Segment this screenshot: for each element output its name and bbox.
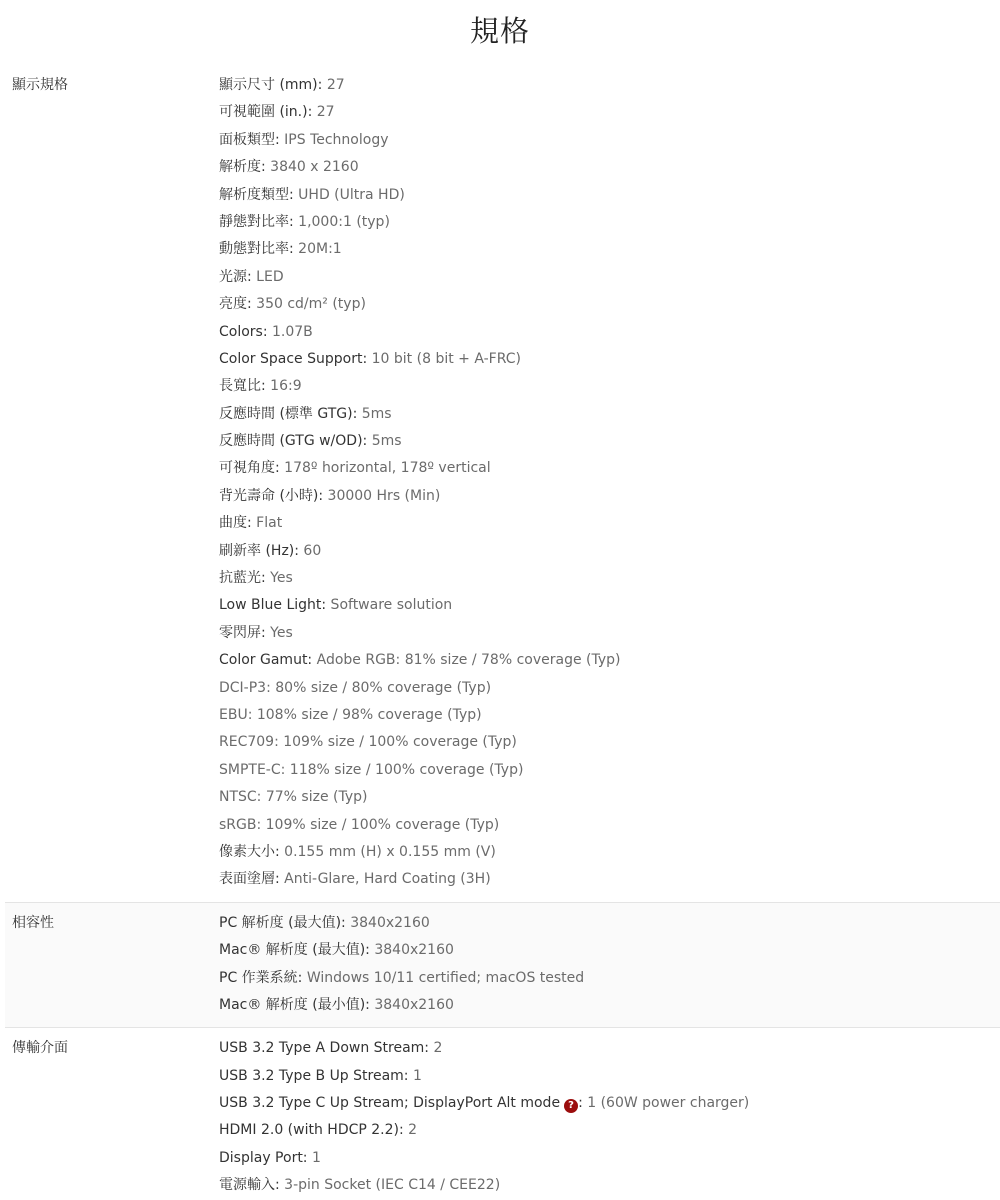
spec-label: 長寬比: xyxy=(219,378,266,395)
spec-value: 1 (60W power charger) xyxy=(582,1095,750,1112)
spec-value: DCI-P3: 80% size / 80% coverage (Typ) xyxy=(219,679,492,696)
spec-value: 1 xyxy=(408,1067,422,1084)
spec-row-pixel-pitch xyxy=(219,839,1000,866)
spec-row-gamut-rec709 xyxy=(219,729,1000,756)
section-rows-display xyxy=(214,72,1000,894)
spec-row-mac-resolution-min xyxy=(219,992,1000,1019)
spec-label: 顯示尺寸 (mm): xyxy=(219,77,323,93)
spec-row-brightness xyxy=(219,291,1000,318)
spec-row-surface-treatment xyxy=(219,866,1000,893)
spec-value: UHD (Ultra HD) xyxy=(293,186,405,203)
spec-label: 背光壽命 (小時): xyxy=(219,487,324,504)
spec-value: 350 cd/m² (typ) xyxy=(251,296,366,313)
spec-row-light-source xyxy=(219,264,1000,291)
spec-value: Software solution xyxy=(326,597,453,614)
spec-row-color-gamut xyxy=(219,647,1000,674)
spec-row-viewable-size xyxy=(219,99,1000,126)
spec-value: Flat xyxy=(251,515,283,532)
spec-row-hdmi xyxy=(219,1117,1000,1144)
section-compatibility xyxy=(5,902,1000,1029)
spec-label: 動態對比率: xyxy=(219,241,294,258)
spec-table xyxy=(5,72,1000,1200)
spec-row-gamut-ntsc xyxy=(219,784,1000,811)
spec-value: Adobe RGB: 81% size / 78% coverage (Typ) xyxy=(312,652,621,669)
spec-value: 3840x2160 xyxy=(369,996,454,1013)
spec-label: PC 解析度 (最大值): xyxy=(219,914,346,931)
spec-row-usb-c-up xyxy=(219,1090,1000,1117)
spec-label: USB 3.2 Type B Up Stream: xyxy=(219,1067,409,1084)
spec-value: 10 bit (8 bit + A-FRC) xyxy=(367,350,521,367)
spec-label: 零閃屏: xyxy=(219,624,266,641)
spec-label: 抗藍光: xyxy=(219,570,266,587)
spec-row-response-time-gtg xyxy=(219,401,1000,428)
page-title: 規格 xyxy=(469,14,530,48)
spec-row-power-input xyxy=(219,1172,1000,1199)
spec-row-response-time-od xyxy=(219,428,1000,455)
spec-row-mac-resolution-max xyxy=(219,937,1000,964)
spec-value: 2 xyxy=(429,1040,443,1057)
spec-label: 表面塗層: xyxy=(219,871,280,888)
section-io xyxy=(5,1028,1000,1199)
spec-row-gamut-srgb xyxy=(219,812,1000,839)
section-title-display: 顯示規格 xyxy=(12,77,68,93)
section-display xyxy=(5,72,1000,902)
spec-row-screen-size xyxy=(219,72,1000,99)
spec-row-colors xyxy=(219,319,1000,346)
spec-value: Yes xyxy=(265,624,293,641)
spec-label: HDMI 2.0 (with HDCP 2.2): xyxy=(219,1122,404,1139)
spec-value: 20M:1 xyxy=(293,241,342,258)
spec-row-viewing-angle xyxy=(219,455,1000,482)
spec-value: 178º horizontal, 178º vertical xyxy=(279,460,491,477)
spec-row-static-contrast xyxy=(219,209,1000,236)
spec-row-usb-a-down xyxy=(219,1035,1000,1062)
spec-value: 3-pin Socket (IEC C14 / CEE22) xyxy=(279,1177,501,1194)
spec-row-panel-type xyxy=(219,127,1000,154)
section-rows-io xyxy=(214,1035,1000,1199)
spec-value: SMPTE-C: 118% size / 100% coverage (Typ) xyxy=(219,761,524,778)
spec-value: 16:9 xyxy=(265,378,302,395)
spec-row-low-blue-light xyxy=(219,592,1000,619)
spec-value: NTSC: 77% size (Typ) xyxy=(219,789,368,806)
spec-row-gamut-dci-p3 xyxy=(219,675,1000,702)
spec-label: 解析度: xyxy=(219,159,266,176)
spec-label: 電源輸入: xyxy=(219,1177,280,1194)
spec-value: 5ms xyxy=(367,433,402,450)
spec-label: 解析度類型: xyxy=(219,186,294,203)
spec-value: 1.07B xyxy=(267,323,313,340)
spec-row-aspect-ratio xyxy=(219,373,1000,400)
spec-row-flicker-free xyxy=(219,620,1000,647)
spec-row-pc-os xyxy=(219,965,1000,992)
spec-label: USB 3.2 Type C Up Stream; DisplayPort Alt mode xyxy=(219,1095,561,1112)
spec-value: Windows 10/11 certified; macOS tested xyxy=(302,969,585,986)
spec-label-suffix: : xyxy=(578,1095,583,1112)
spec-label: Color Gamut: xyxy=(219,652,313,669)
spec-label: 反應時間 (標準 GTG): xyxy=(219,405,358,422)
spec-value: 1 xyxy=(307,1149,321,1166)
spec-row-resolution-type xyxy=(219,182,1000,209)
spec-label: 可視角度: xyxy=(219,460,280,477)
spec-row-gamut-smpte-c xyxy=(219,757,1000,784)
spec-label: USB 3.2 Type A Down Stream: xyxy=(219,1040,430,1057)
spec-value: 27 xyxy=(312,104,335,121)
section-title-compatibility: 相容性 xyxy=(12,914,54,931)
spec-value: 3840x2160 xyxy=(345,914,430,931)
spec-label: 刷新率 (Hz): xyxy=(219,542,299,559)
spec-row-resolution xyxy=(219,154,1000,181)
spec-label: Low Blue Light: xyxy=(219,597,327,614)
spec-value: 0.155 mm (H) x 0.155 mm (V) xyxy=(279,843,496,860)
spec-row-displayport xyxy=(219,1145,1000,1172)
section-title-io: 傳輸介面 xyxy=(12,1040,68,1057)
spec-value: Anti-Glare, Hard Coating (3H) xyxy=(279,871,491,888)
spec-label: 可視範圍 (in.): xyxy=(219,104,313,121)
spec-row-refresh-rate xyxy=(219,538,1000,565)
spec-label: 光源: xyxy=(219,268,252,285)
spec-label: Color Space Support: xyxy=(219,350,368,367)
spec-row-gamut-ebu xyxy=(219,702,1000,729)
spec-label: PC 作業系統: xyxy=(219,969,303,986)
help-icon[interactable]: ? xyxy=(564,1099,578,1113)
spec-label: 曲度: xyxy=(219,515,252,532)
spec-value: 60 xyxy=(298,542,322,559)
spec-value: 2 xyxy=(403,1122,418,1139)
spec-value: IPS Technology xyxy=(279,131,389,148)
spec-value: sRGB: 109% size / 100% coverage (Typ) xyxy=(219,816,500,833)
spec-value: 27 xyxy=(322,77,345,93)
spec-value: 3840x2160 xyxy=(369,942,454,959)
spec-row-backlight-life xyxy=(219,483,1000,510)
spec-label: 反應時間 (GTG w/OD): xyxy=(219,433,368,450)
spec-value: 30000 Hrs (Min) xyxy=(323,487,441,504)
spec-value: Yes xyxy=(265,570,293,587)
spec-label: 亮度: xyxy=(219,296,252,313)
spec-row-color-space-support xyxy=(219,346,1000,373)
spec-row-usb-b-up xyxy=(219,1063,1000,1090)
spec-row-pc-resolution-max xyxy=(219,910,1000,937)
spec-value: 5ms xyxy=(357,405,392,422)
spec-label: 像素大小: xyxy=(219,843,280,860)
spec-value: 1,000:1 (typ) xyxy=(293,213,390,230)
spec-row-curvature xyxy=(219,510,1000,537)
section-rows-compatibility xyxy=(214,910,1000,1020)
spec-row-dynamic-contrast xyxy=(219,236,1000,263)
spec-label: Colors: xyxy=(219,323,268,340)
spec-value: REC709: 109% size / 100% coverage (Typ) xyxy=(219,734,517,751)
spec-label: 面板類型: xyxy=(219,131,280,148)
spec-label: Mac® 解析度 (最小值): xyxy=(219,996,370,1013)
spec-label: Mac® 解析度 (最大值): xyxy=(219,942,370,959)
spec-label: 靜態對比率: xyxy=(219,213,294,230)
spec-value: EBU: 108% size / 98% coverage (Typ) xyxy=(219,706,482,723)
spec-value: 3840 x 2160 xyxy=(265,159,359,176)
spec-value: LED xyxy=(251,268,284,285)
spec-label: Display Port: xyxy=(219,1149,308,1166)
spec-row-blue-light-filter xyxy=(219,565,1000,592)
